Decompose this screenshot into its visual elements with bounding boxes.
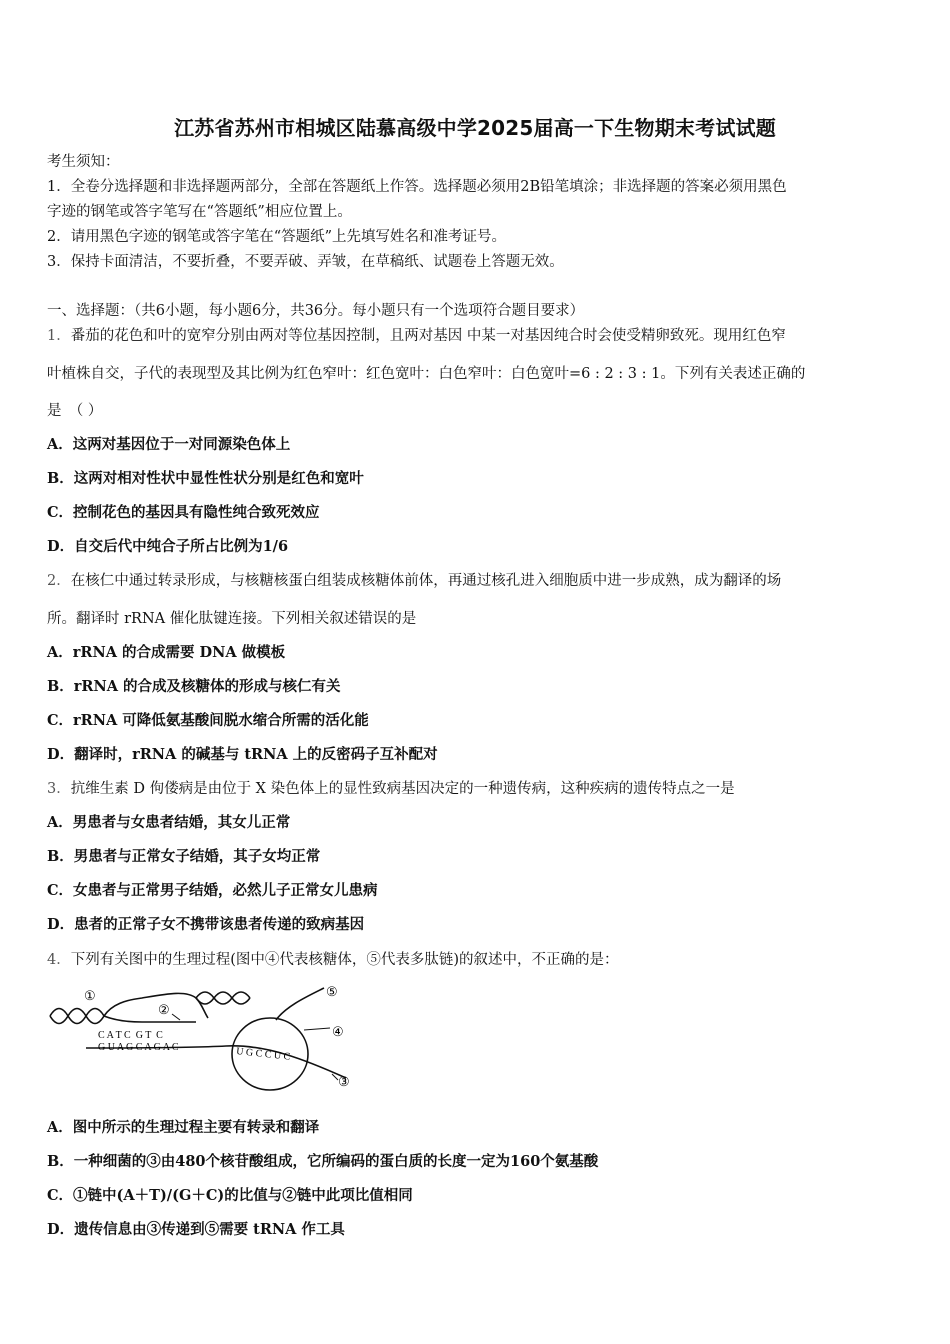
question-text: 所。翻译时 rRNA 催化肽键连接。下列相关叙述错误的是 <box>47 611 417 627</box>
option-a: A．rRNA 的合成需要 DNA 做模板 <box>47 644 286 661</box>
question-text: 是 （ ） <box>47 403 103 419</box>
option-c: C．①链中(A＋T)/(G＋C)的比值与②链中此项比值相同 <box>47 1187 413 1204</box>
strand-2 <box>104 1016 196 1022</box>
label-3: ③ <box>338 1074 350 1089</box>
bottom-strand-sequence: G U A G C A G A C <box>98 1042 179 1053</box>
option-a: A．这两对基因位于一对同源染色体上 <box>47 436 291 453</box>
option-b: B．一种细菌的③由480个核苷酸组成，它所编码的蛋白质的长度一定为160个氨基酸 <box>47 1153 599 1170</box>
leader-line-4 <box>304 1028 330 1030</box>
question-3-stem <box>47 779 907 799</box>
option-d: D．翻译时，rRNA 的碱基与 tRNA 上的反密码子互补配对 <box>47 746 438 763</box>
question-number: 2． <box>47 573 71 589</box>
question-text: 在核仁中通过转录形成，与核糖核蛋白组装成核糖体前体，再通过核孔进入细胞质中进一步成熟，成为翻译的场 <box>70 573 782 589</box>
top-strand-sequence: C A T C G T C <box>98 1030 163 1041</box>
question-number: 4． <box>47 952 71 968</box>
option-c: C．rRNA 可降低氨基酸间脱水缩合所需的活化能 <box>47 712 369 729</box>
option-c: C．控制花色的基因具有隐性纯合致死效应 <box>47 504 320 521</box>
notice-header: 考生须知： <box>47 154 120 170</box>
option-b: B．rRNA 的合成及核糖体的形成与核仁有关 <box>47 678 341 695</box>
option-a: A．男患者与女患者结婚，其女儿正常 <box>47 814 291 831</box>
question-number: 3． <box>47 781 71 797</box>
notice-item: 2．请用黑色字迹的钢笔或答字笔在“答题纸”上先填写姓名和准考证号。 <box>47 229 507 245</box>
option-b: B．男患者与正常女子结婚，其子女均正常 <box>47 848 321 865</box>
section-header: 一、选择题：（共6小题，每小题6分，共36分。每小题只有一个选项符合题目要求） <box>47 303 585 319</box>
label-1: ① <box>84 988 96 1003</box>
option-d: D．患者的正常子女不携带该患者传递的致病基因 <box>47 916 365 933</box>
question-1-stem <box>47 326 907 346</box>
label-5: ⑤ <box>326 984 338 999</box>
transcription-translation-diagram <box>46 982 366 1097</box>
dna-helix-left-strand-b <box>50 1009 104 1024</box>
strand-1-arc <box>104 993 208 1018</box>
notice-item: 字迹的钢笔或答字笔写在“答题纸”相应位置上。 <box>47 204 352 220</box>
question-number: 1． <box>47 328 71 344</box>
option-c: C．女患者与正常男子结婚，必然儿子正常女儿患病 <box>47 882 378 899</box>
page-title: 江苏省苏州市相城区陆慕高级中学2025届高一下生物期末考试试题 <box>174 116 776 140</box>
dna-helix-right-strand-b <box>196 992 250 1004</box>
option-a: A．图中所示的生理过程主要有转录和翻译 <box>47 1119 320 1136</box>
question-text: 番茄的花色和叶的宽窄分别由两对等位基因控制，且两对基因 中某一对基因纯合时会使受精卵致死。现用红色窄 <box>70 328 786 344</box>
notice-item: 3．保持卡面清洁，不要折叠，不要弄破、弄皱，在草稿纸、试题卷上答题无效。 <box>47 254 564 270</box>
dna-helix-left-strand-a <box>50 1009 104 1024</box>
ribosome-mrna-sequence: U G C C U C <box>235 1046 291 1063</box>
option-d: D．自交后代中纯合子所占比例为1/6 <box>47 538 289 555</box>
question-text: 叶植株自交，子代的表现型及其比例为红色窄叶：红色宽叶：白色窄叶：白色宽叶=6 : 2 : 3 : 1。下列有关表述正确的 <box>47 366 806 382</box>
label-2: ② <box>158 1002 170 1017</box>
question-text: 抗维生素 D 佝偻病是由位于 X 染色体上的显性致病基因决定的一种遗传病，这种疾病的遗传特点之一是 <box>70 781 735 797</box>
polypeptide-chain <box>276 988 324 1020</box>
label-4: ④ <box>332 1024 344 1039</box>
question-2-stem <box>47 571 907 591</box>
question-4-stem <box>47 950 907 970</box>
notice-item: 1．全卷分选择题和非选择题两部分，全部在答题纸上作答。选择题必须用2B铅笔填涂；非选择题的答案必须用黑色 <box>47 179 787 195</box>
question-text: 下列有关图中的生理过程(图中④代表核糖体，⑤代表多肽链)的叙述中，不正确的是： <box>70 952 619 968</box>
option-b: B．这两对相对性状中显性性状分别是红色和宽叶 <box>47 470 364 487</box>
dna-helix-right-strand-a <box>196 992 250 1004</box>
option-d: D．遗传信息由③传递到⑤需要 tRNA 作工具 <box>47 1221 345 1238</box>
leader-line-2 <box>172 1014 180 1020</box>
